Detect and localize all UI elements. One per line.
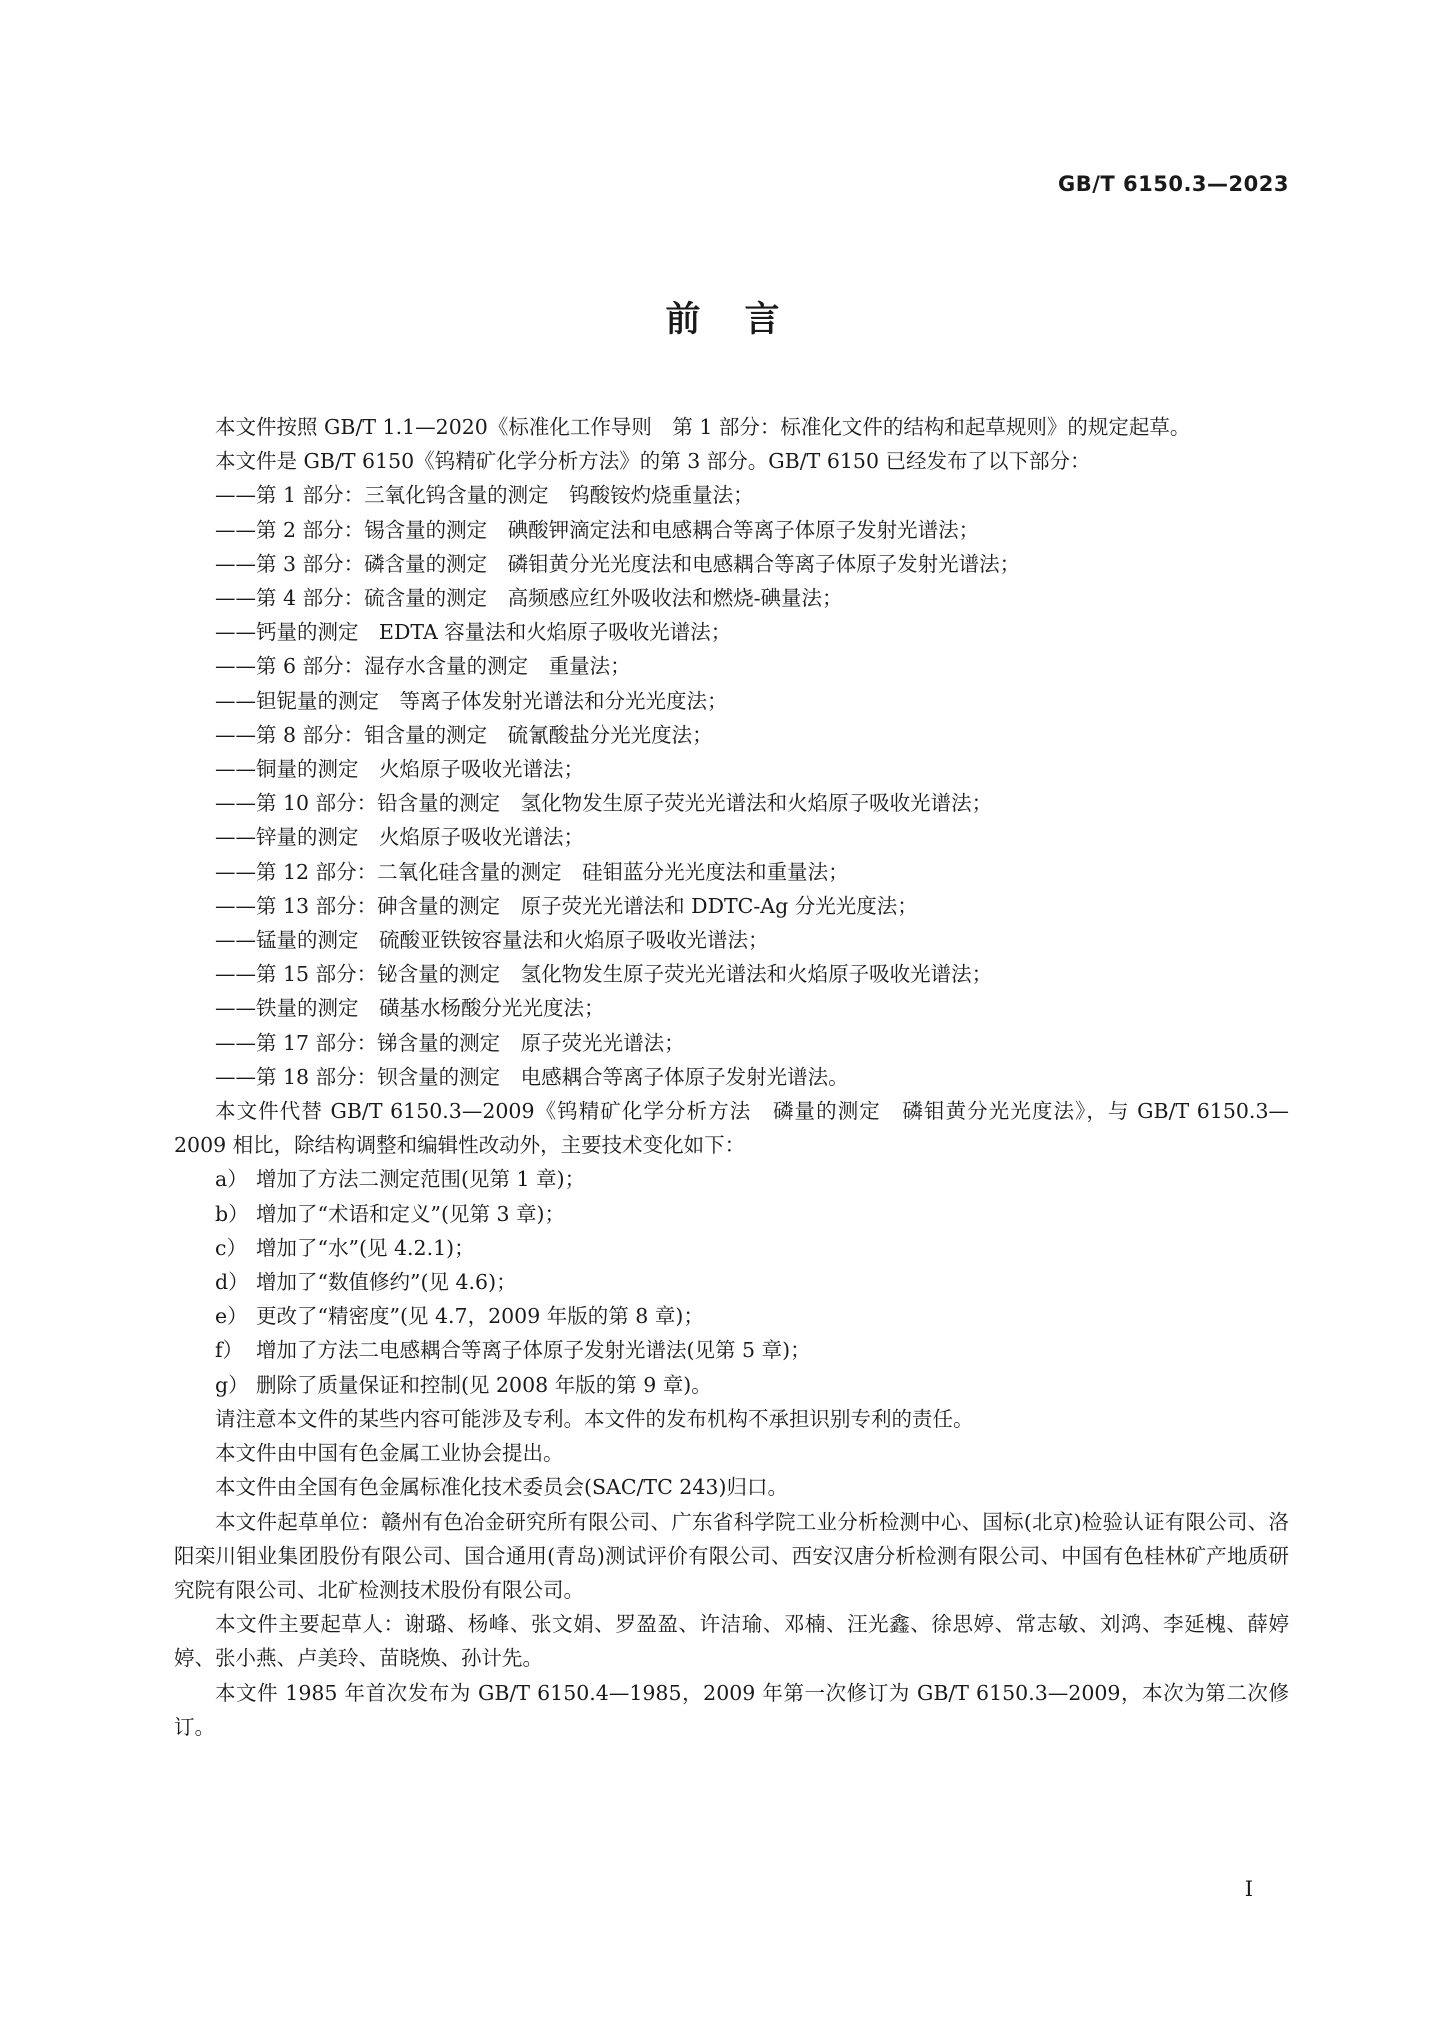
change-label: g） bbox=[215, 1372, 249, 1397]
change-label: b） bbox=[215, 1201, 249, 1226]
change-item bbox=[174, 1368, 1289, 1402]
proposer-paragraph: 本文件由中国有色金属工业协会提出。 bbox=[215, 1441, 564, 1466]
change-label: a） bbox=[215, 1167, 248, 1192]
change-label: f） bbox=[215, 1338, 244, 1363]
change-item bbox=[174, 1265, 1289, 1299]
standard-code: GB/T 6150.3—2023 bbox=[1057, 172, 1289, 196]
part-item: ——第 8 部分：钼含量的测定 硫氰酸盐分光光度法； bbox=[215, 722, 713, 747]
change-item bbox=[174, 1299, 1289, 1333]
part-item: ——第 17 部分：锑含量的测定 原子荧光光谱法； bbox=[215, 1030, 685, 1055]
part-item: ——锌量的测定 火焰原子吸收光谱法； bbox=[215, 825, 584, 850]
change-text: 更改了“精密度”(见 4.7，2009 年版的第 8 章)； bbox=[256, 1304, 704, 1329]
part-item: ——第 10 部分：铅含量的测定 氢化物发生原子荧光光谱法和火焰原子吸收光谱法； bbox=[215, 791, 993, 816]
change-item bbox=[174, 1162, 1289, 1196]
patent-notice: 请注意本文件的某些内容可能涉及专利。本文件的发布机构不承担识别专利的责任。 bbox=[215, 1406, 974, 1431]
part-item: ——第 6 部分：湿存水含量的测定 重量法； bbox=[215, 654, 631, 679]
part-item: ——第 2 部分：锡含量的测定 碘酸钾滴定法和电感耦合等离子体原子发射光谱法； bbox=[215, 517, 980, 542]
intro-paragraph-drafting: 本文件按照 GB/T 1.1—2020《标准化工作导则 第 1 部分：标准化文件的结构和起草规则》的规定起草。 bbox=[215, 415, 1191, 439]
part-item: ——第 4 部分：硫含量的测定 高频感应红外吸收法和燃烧-碘量法； bbox=[215, 586, 843, 611]
part-item: ——第 1 部分：三氧化钨含量的测定 钨酸铵灼烧重量法； bbox=[215, 483, 754, 508]
part-item: ——钽铌量的测定 等离子体发射光谱法和分光光度法； bbox=[215, 688, 728, 713]
history-paragraph: 本文件 1985 年首次发布为 GB/T 6150.4—1985，2009 年第一次修订为 GB/T 6150.3—2009，本次为第二次修订。 bbox=[174, 1680, 1289, 1739]
page-number: I bbox=[1244, 1877, 1253, 1901]
drafters-paragraph: 本文件主要起草人：谢璐、杨峰、张文娟、罗盈盈、许洁瑜、邓楠、汪光鑫、徐思婷、常志敏、刘鸿、李延槐、薛婷婷、张小燕、卢美玲、苗晓焕、孙计先。 bbox=[174, 1612, 1289, 1671]
preface-body bbox=[174, 410, 1289, 1744]
part-item: ——第 12 部分：二氧化硅含量的测定 硅钼蓝分光光度法和重量法； bbox=[215, 859, 849, 884]
part-item: ——第 3 部分：磷含量的测定 磷钼黄分光光度法和电感耦合等离子体原子发射光谱法； bbox=[215, 551, 1021, 576]
replace-paragraph: 本文件代替 GB/T 6150.3—2009《钨精矿化学分析方法 磷量的测定 磷钼黄分光光度法》，与 GB/T 6150.3—2009 相比，除结构调整和编辑性改动外，主要技术变化如下： bbox=[174, 1099, 1289, 1158]
part-item: ——第 13 部分：砷含量的测定 原子荧光光谱法和 DDTC-Ag 分光光度法； bbox=[215, 893, 918, 918]
committee-paragraph: 本文件由全国有色金属标准化技术委员会(SAC/TC 243)归口。 bbox=[215, 1475, 788, 1500]
intro-paragraph-parts: 本文件是 GB/T 6150《钨精矿化学分析方法》的第 3 部分。GB/T 6150 已经发布了以下部分： bbox=[215, 449, 1091, 474]
change-text: 增加了方法二测定范围(见第 1 章)； bbox=[256, 1167, 586, 1192]
part-item: ——铁量的测定 磺基水杨酸分光光度法； bbox=[215, 996, 605, 1021]
part-item: ——锰量的测定 硫酸亚铁铵容量法和火焰原子吸收光谱法； bbox=[215, 928, 769, 953]
part-item: ——铜量的测定 火焰原子吸收光谱法； bbox=[215, 757, 584, 782]
page-title: 前言 bbox=[665, 300, 824, 340]
change-text: 增加了“数值修约”(见 4.6)； bbox=[256, 1270, 517, 1295]
change-text: 增加了方法二电感耦合等离子体原子发射光谱法(见第 5 章)； bbox=[256, 1338, 811, 1363]
drafting-units-paragraph: 本文件起草单位：赣州有色冶金研究所有限公司、广东省科学院工业分析检测中心、国标(北京)检验认证有限公司、洛阳栾川钼业集团股份有限公司、国合通用(青岛)测试评价有限公司、西安汉唐分析检测有限公司、中国有色桂林矿产地质研究院有限公司、北矿检测技术股份有限公司。 bbox=[174, 1509, 1289, 1602]
part-item: ——第 18 部分：钡含量的测定 电感耦合等离子体原子发射光谱法。 bbox=[215, 1064, 849, 1089]
change-label: e） bbox=[215, 1304, 248, 1329]
change-label: d） bbox=[215, 1270, 249, 1295]
change-item bbox=[174, 1333, 1289, 1367]
change-item bbox=[174, 1231, 1289, 1265]
change-label: c） bbox=[215, 1235, 247, 1260]
change-text: 增加了“水”(见 4.2.1)； bbox=[256, 1235, 475, 1260]
part-item: ——第 15 部分：铋含量的测定 氢化物发生原子荧光光谱法和火焰原子吸收光谱法； bbox=[215, 962, 993, 987]
change-text: 增加了“术语和定义”(见第 3 章)； bbox=[256, 1201, 566, 1226]
change-text: 删除了质量保证和控制(见 2008 年版的第 9 章)。 bbox=[256, 1372, 712, 1397]
part-item: ——钙量的测定 EDTA 容量法和火焰原子吸收光谱法； bbox=[215, 620, 732, 645]
change-item bbox=[174, 1197, 1289, 1231]
